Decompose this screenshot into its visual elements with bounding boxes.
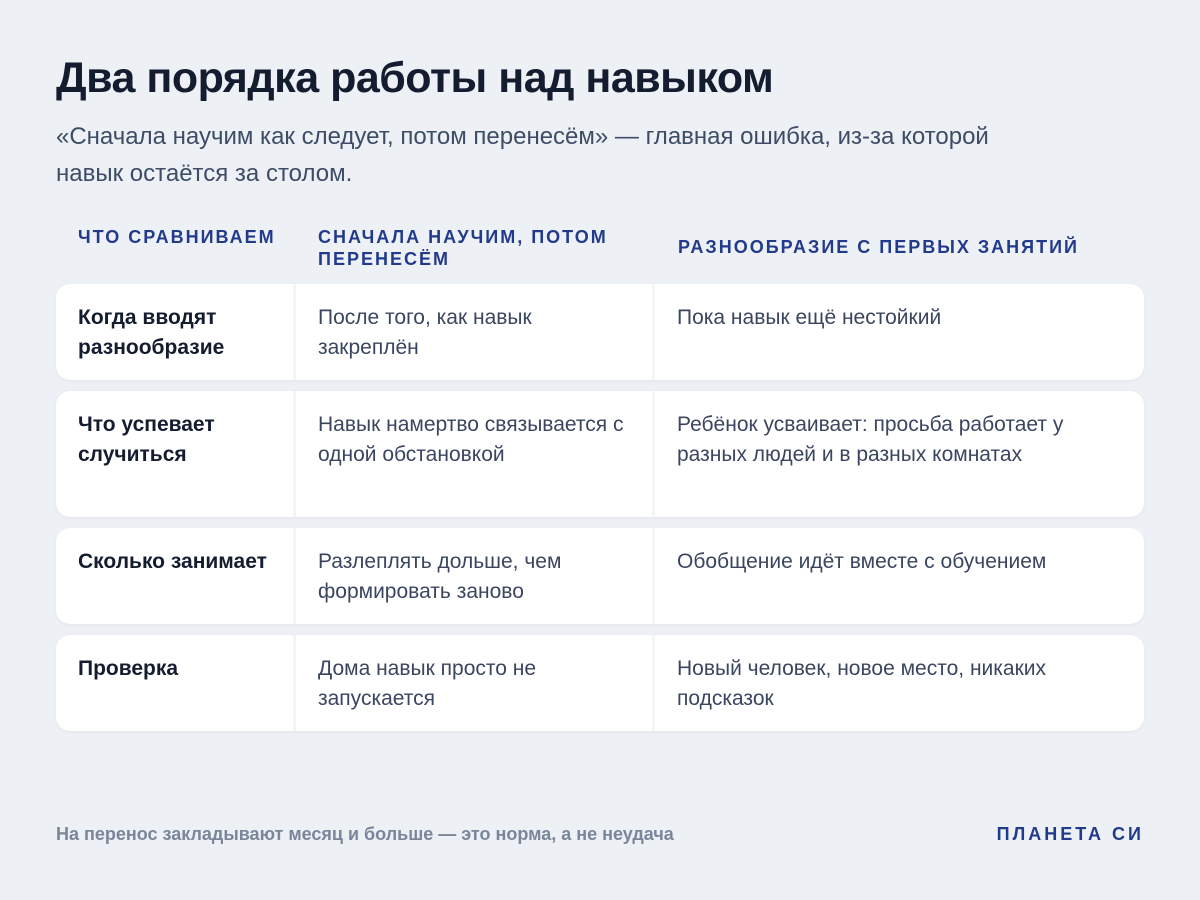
column-divider bbox=[652, 635, 655, 731]
row-criterion: Сколько занимает bbox=[78, 550, 267, 573]
table-row bbox=[56, 284, 1144, 380]
row-sequential-value: Разлеплять дольше, чем формировать заново bbox=[318, 550, 562, 603]
column-header-sequential: СНАЧАЛА НАУЧИМ, ПОТОМ ПЕРЕНЕСЁМ bbox=[318, 227, 608, 269]
row-criterion: Проверка bbox=[78, 657, 179, 680]
column-divider bbox=[652, 528, 655, 624]
row-criterion: Когда вводят разнообразие bbox=[78, 306, 225, 359]
table-row bbox=[56, 528, 1144, 624]
row-variety-value: Новый человек, новое место, никаких подсказок bbox=[677, 657, 1047, 710]
column-divider bbox=[652, 284, 655, 380]
footer-note: На перенос закладывают месяц и больше — это норма, а не неудача bbox=[56, 824, 674, 844]
table-header bbox=[56, 222, 1144, 272]
page-subtitle: «Сначала научим как следует, потом перенесём» — главная ошибка, из-за которой навык остаётся за столом. bbox=[56, 123, 989, 187]
column-divider bbox=[293, 635, 296, 731]
row-sequential-value: Дома навык просто не запускается bbox=[318, 657, 537, 710]
page-title: Два порядка работы над навыком bbox=[56, 54, 774, 102]
column-divider bbox=[652, 391, 655, 517]
column-header-criterion: ЧТО СРАВНИВАЕМ bbox=[78, 227, 276, 247]
column-divider bbox=[293, 391, 296, 517]
column-divider bbox=[293, 284, 296, 380]
row-criterion: Что успевает случиться bbox=[78, 413, 215, 466]
row-sequential-value: Навык намертво связывается с одной обстановкой bbox=[318, 413, 624, 466]
column-divider bbox=[293, 528, 296, 624]
table-row bbox=[56, 635, 1144, 731]
table-row bbox=[56, 391, 1144, 517]
row-variety-value: Пока навык ещё нестойкий bbox=[677, 306, 942, 329]
column-header-variety: РАЗНООБРАЗИЕ С ПЕРВЫХ ЗАНЯТИЙ bbox=[678, 237, 1079, 257]
row-variety-value: Ребёнок усваивает: просьба работает у разных людей и в разных комнатах bbox=[677, 413, 1064, 466]
row-variety-value: Обобщение идёт вместе с обучением bbox=[677, 550, 1047, 573]
brand-logo: ПЛАНЕТА СИ bbox=[996, 824, 1144, 844]
row-sequential-value: После того, как навык закреплён bbox=[318, 306, 532, 359]
